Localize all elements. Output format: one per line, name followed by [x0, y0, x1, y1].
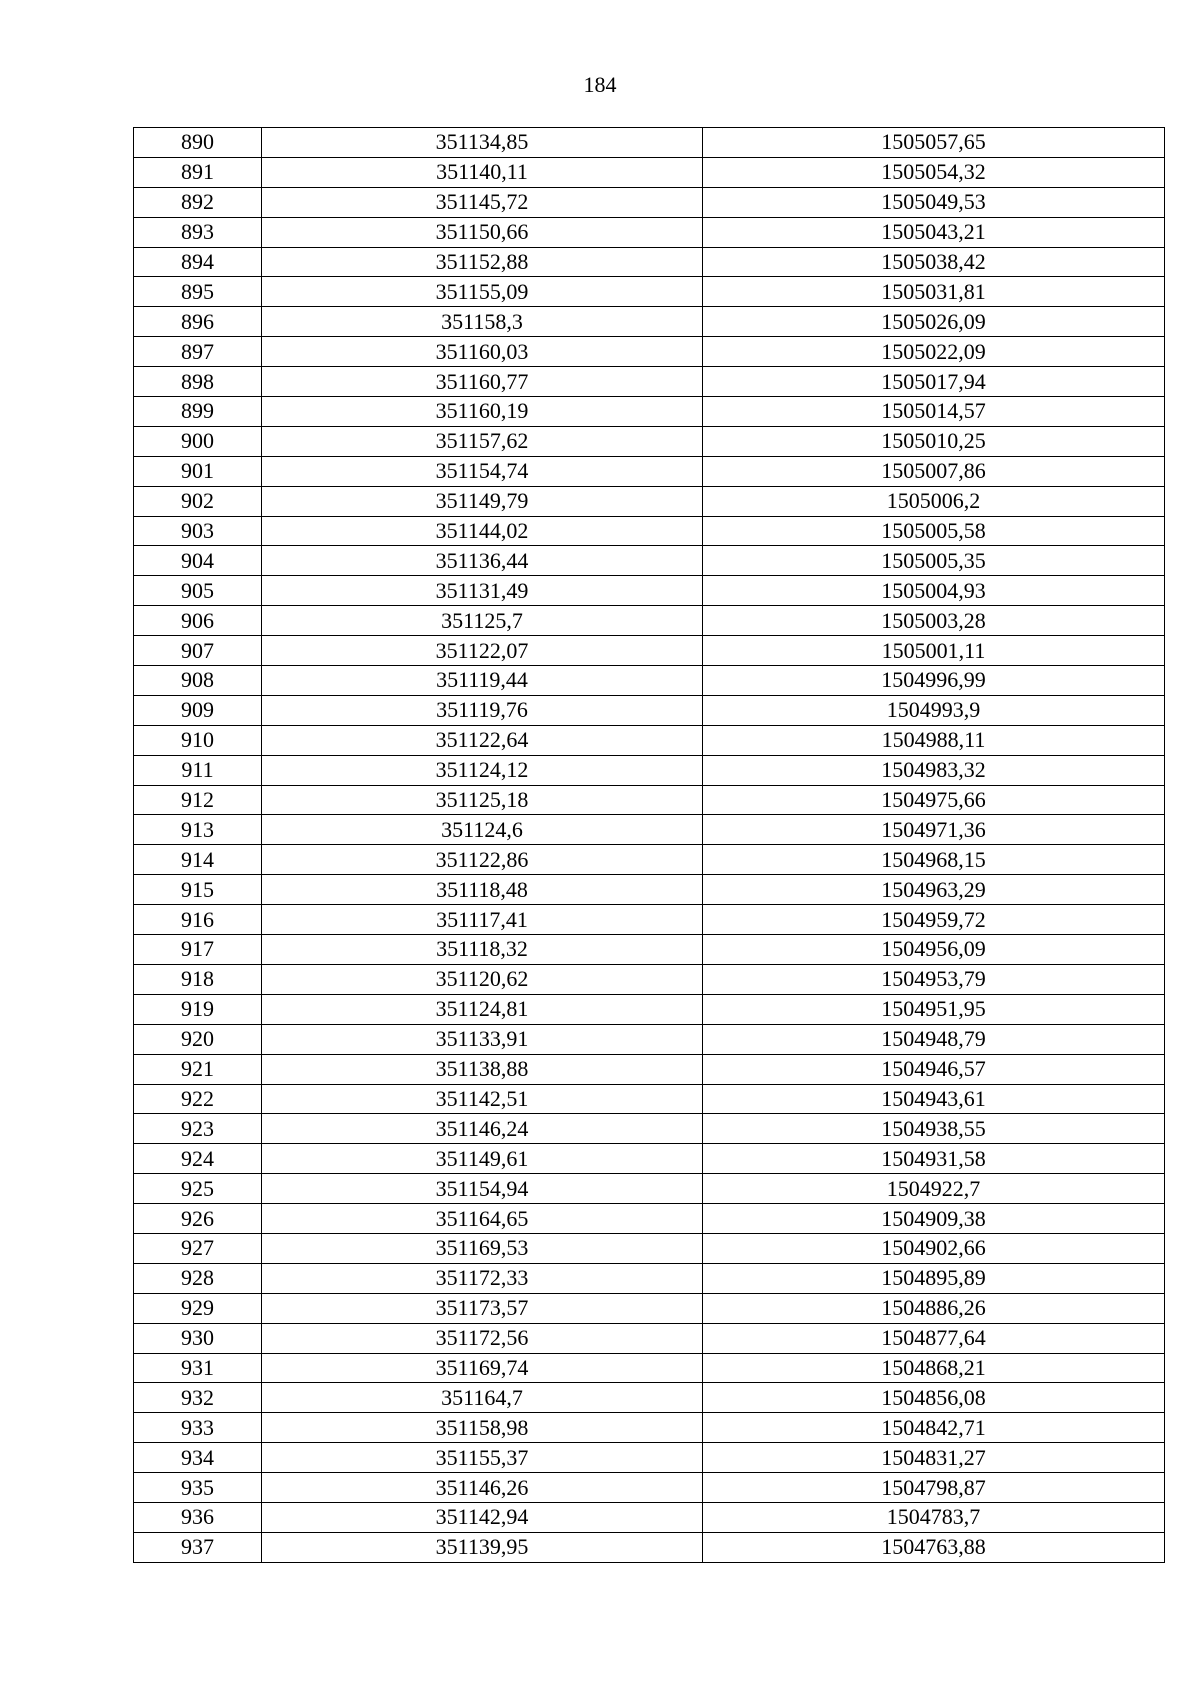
- point-number-cell: 894: [134, 247, 262, 277]
- y-coordinate-cell: 1504798,87: [703, 1473, 1165, 1503]
- table-row: [134, 157, 1165, 187]
- point-number-cell: 935: [134, 1473, 262, 1503]
- x-coordinate-cell: 351119,76: [262, 695, 703, 725]
- y-coordinate-cell: 1504902,66: [703, 1233, 1165, 1263]
- x-coordinate-cell: 351158,98: [262, 1413, 703, 1443]
- point-number-cell: 914: [134, 845, 262, 875]
- x-coordinate-cell: 351146,26: [262, 1473, 703, 1503]
- x-coordinate-cell: 351118,32: [262, 935, 703, 965]
- y-coordinate-cell: 1505049,53: [703, 187, 1165, 217]
- x-coordinate-cell: 351169,74: [262, 1353, 703, 1383]
- x-coordinate-cell: 351155,09: [262, 277, 703, 307]
- x-coordinate-cell: 351164,65: [262, 1204, 703, 1234]
- table-row: [134, 1323, 1165, 1353]
- y-coordinate-cell: 1504886,26: [703, 1293, 1165, 1323]
- x-coordinate-cell: 351160,03: [262, 337, 703, 367]
- point-number-cell: 928: [134, 1263, 262, 1293]
- point-number-cell: 893: [134, 217, 262, 247]
- table-row: [134, 1233, 1165, 1263]
- x-coordinate-cell: 351172,56: [262, 1323, 703, 1353]
- table-row: [134, 1263, 1165, 1293]
- point-number-cell: 932: [134, 1383, 262, 1413]
- point-number-cell: 896: [134, 307, 262, 337]
- x-coordinate-cell: 351164,7: [262, 1383, 703, 1413]
- y-coordinate-cell: 1504975,66: [703, 785, 1165, 815]
- table-row: [134, 128, 1165, 158]
- y-coordinate-cell: 1504763,88: [703, 1532, 1165, 1562]
- x-coordinate-cell: 351131,49: [262, 576, 703, 606]
- x-coordinate-cell: 351146,24: [262, 1114, 703, 1144]
- table-row: [134, 397, 1165, 427]
- table-row: [134, 755, 1165, 785]
- point-number-cell: 891: [134, 157, 262, 187]
- table-row: [134, 1204, 1165, 1234]
- point-number-cell: 899: [134, 397, 262, 427]
- point-number-cell: 937: [134, 1532, 262, 1562]
- table-row: [134, 1353, 1165, 1383]
- table-row: [134, 964, 1165, 994]
- table-row: [134, 576, 1165, 606]
- point-number-cell: 910: [134, 725, 262, 755]
- point-number-cell: 924: [134, 1144, 262, 1174]
- y-coordinate-cell: 1505017,94: [703, 367, 1165, 397]
- table-row: [134, 187, 1165, 217]
- point-number-cell: 892: [134, 187, 262, 217]
- y-coordinate-cell: 1504877,64: [703, 1323, 1165, 1353]
- table-row: [134, 815, 1165, 845]
- y-coordinate-cell: 1504953,79: [703, 964, 1165, 994]
- table-row: [134, 1084, 1165, 1114]
- table-row: [134, 994, 1165, 1024]
- y-coordinate-cell: 1504842,71: [703, 1413, 1165, 1443]
- point-number-cell: 919: [134, 994, 262, 1024]
- y-coordinate-cell: 1504996,99: [703, 666, 1165, 696]
- x-coordinate-cell: 351150,66: [262, 217, 703, 247]
- y-coordinate-cell: 1504956,09: [703, 935, 1165, 965]
- x-coordinate-cell: 351117,41: [262, 905, 703, 935]
- y-coordinate-cell: 1504856,08: [703, 1383, 1165, 1413]
- y-coordinate-cell: 1505026,09: [703, 307, 1165, 337]
- table-row: [134, 845, 1165, 875]
- table-row: [134, 1024, 1165, 1054]
- point-number-cell: 922: [134, 1084, 262, 1114]
- point-number-cell: 923: [134, 1114, 262, 1144]
- point-number-cell: 898: [134, 367, 262, 397]
- table-row: [134, 486, 1165, 516]
- table-row: [134, 1293, 1165, 1323]
- point-number-cell: 921: [134, 1054, 262, 1084]
- table-row: [134, 1532, 1165, 1562]
- y-coordinate-cell: 1504948,79: [703, 1024, 1165, 1054]
- y-coordinate-cell: 1505038,42: [703, 247, 1165, 277]
- point-number-cell: 895: [134, 277, 262, 307]
- y-coordinate-cell: 1504783,7: [703, 1502, 1165, 1532]
- point-number-cell: 917: [134, 935, 262, 965]
- table-row: [134, 456, 1165, 486]
- point-number-cell: 901: [134, 456, 262, 486]
- y-coordinate-cell: 1504931,58: [703, 1144, 1165, 1174]
- x-coordinate-cell: 351160,19: [262, 397, 703, 427]
- point-number-cell: 927: [134, 1233, 262, 1263]
- y-coordinate-cell: 1505043,21: [703, 217, 1165, 247]
- table-row: [134, 875, 1165, 905]
- point-number-cell: 915: [134, 875, 262, 905]
- y-coordinate-cell: 1505007,86: [703, 456, 1165, 486]
- y-coordinate-cell: 1505005,35: [703, 546, 1165, 576]
- y-coordinate-cell: 1504831,27: [703, 1443, 1165, 1473]
- y-coordinate-cell: 1505057,65: [703, 128, 1165, 158]
- x-coordinate-cell: 351142,51: [262, 1084, 703, 1114]
- x-coordinate-cell: 351157,62: [262, 426, 703, 456]
- x-coordinate-cell: 351122,64: [262, 725, 703, 755]
- point-number-cell: 905: [134, 576, 262, 606]
- x-coordinate-cell: 351124,12: [262, 755, 703, 785]
- point-number-cell: 918: [134, 964, 262, 994]
- x-coordinate-cell: 351154,74: [262, 456, 703, 486]
- x-coordinate-cell: 351120,62: [262, 964, 703, 994]
- x-coordinate-cell: 351160,77: [262, 367, 703, 397]
- point-number-cell: 913: [134, 815, 262, 845]
- point-number-cell: 916: [134, 905, 262, 935]
- point-number-cell: 900: [134, 426, 262, 456]
- table-row: [134, 247, 1165, 277]
- y-coordinate-cell: 1504983,32: [703, 755, 1165, 785]
- y-coordinate-cell: 1504963,29: [703, 875, 1165, 905]
- table-row: [134, 1413, 1165, 1443]
- point-number-cell: 907: [134, 636, 262, 666]
- point-number-cell: 926: [134, 1204, 262, 1234]
- y-coordinate-cell: 1504922,7: [703, 1174, 1165, 1204]
- coordinates-table: [133, 127, 1165, 1563]
- table-row: [134, 725, 1165, 755]
- table-row: [134, 666, 1165, 696]
- table-row: [134, 935, 1165, 965]
- x-coordinate-cell: 351118,48: [262, 875, 703, 905]
- point-number-cell: 920: [134, 1024, 262, 1054]
- x-coordinate-cell: 351172,33: [262, 1263, 703, 1293]
- x-coordinate-cell: 351125,18: [262, 785, 703, 815]
- point-number-cell: 911: [134, 755, 262, 785]
- x-coordinate-cell: 351133,91: [262, 1024, 703, 1054]
- coordinates-table-body: [134, 128, 1165, 1563]
- x-coordinate-cell: 351136,44: [262, 546, 703, 576]
- table-row: [134, 426, 1165, 456]
- y-coordinate-cell: 1504988,11: [703, 725, 1165, 755]
- y-coordinate-cell: 1505005,58: [703, 516, 1165, 546]
- x-coordinate-cell: 351134,85: [262, 128, 703, 158]
- y-coordinate-cell: 1505004,93: [703, 576, 1165, 606]
- x-coordinate-cell: 351158,3: [262, 307, 703, 337]
- y-coordinate-cell: 1505022,09: [703, 337, 1165, 367]
- table-row: [134, 695, 1165, 725]
- table-row: [134, 337, 1165, 367]
- y-coordinate-cell: 1504959,72: [703, 905, 1165, 935]
- table-row: [134, 1443, 1165, 1473]
- x-coordinate-cell: 351149,79: [262, 486, 703, 516]
- point-number-cell: 897: [134, 337, 262, 367]
- x-coordinate-cell: 351124,6: [262, 815, 703, 845]
- x-coordinate-cell: 351149,61: [262, 1144, 703, 1174]
- y-coordinate-cell: 1504868,21: [703, 1353, 1165, 1383]
- y-coordinate-cell: 1505001,11: [703, 636, 1165, 666]
- x-coordinate-cell: 351144,02: [262, 516, 703, 546]
- x-coordinate-cell: 351122,07: [262, 636, 703, 666]
- point-number-cell: 909: [134, 695, 262, 725]
- table-row: [134, 1054, 1165, 1084]
- x-coordinate-cell: 351122,86: [262, 845, 703, 875]
- x-coordinate-cell: 351125,7: [262, 606, 703, 636]
- point-number-cell: 933: [134, 1413, 262, 1443]
- point-number-cell: 934: [134, 1443, 262, 1473]
- x-coordinate-cell: 351142,94: [262, 1502, 703, 1532]
- table-row: [134, 636, 1165, 666]
- point-number-cell: 929: [134, 1293, 262, 1323]
- point-number-cell: 906: [134, 606, 262, 636]
- table-row: [134, 277, 1165, 307]
- y-coordinate-cell: 1504895,89: [703, 1263, 1165, 1293]
- table-row: [134, 1383, 1165, 1413]
- x-coordinate-cell: 351155,37: [262, 1443, 703, 1473]
- y-coordinate-cell: 1505014,57: [703, 397, 1165, 427]
- y-coordinate-cell: 1505003,28: [703, 606, 1165, 636]
- x-coordinate-cell: 351124,81: [262, 994, 703, 1024]
- y-coordinate-cell: 1504968,15: [703, 845, 1165, 875]
- point-number-cell: 912: [134, 785, 262, 815]
- point-number-cell: 925: [134, 1174, 262, 1204]
- y-coordinate-cell: 1504971,36: [703, 815, 1165, 845]
- y-coordinate-cell: 1505010,25: [703, 426, 1165, 456]
- y-coordinate-cell: 1504946,57: [703, 1054, 1165, 1084]
- table-row: [134, 546, 1165, 576]
- table-row: [134, 905, 1165, 935]
- x-coordinate-cell: 351154,94: [262, 1174, 703, 1204]
- y-coordinate-cell: 1504943,61: [703, 1084, 1165, 1114]
- table-row: [134, 1144, 1165, 1174]
- table-row: [134, 307, 1165, 337]
- table-row: [134, 1502, 1165, 1532]
- y-coordinate-cell: 1504993,9: [703, 695, 1165, 725]
- y-coordinate-cell: 1504951,95: [703, 994, 1165, 1024]
- point-number-cell: 908: [134, 666, 262, 696]
- table-row: [134, 1114, 1165, 1144]
- table-row: [134, 785, 1165, 815]
- y-coordinate-cell: 1505054,32: [703, 157, 1165, 187]
- page-number: 184: [583, 72, 617, 97]
- point-number-cell: 936: [134, 1502, 262, 1532]
- x-coordinate-cell: 351169,53: [262, 1233, 703, 1263]
- x-coordinate-cell: 351139,95: [262, 1532, 703, 1562]
- x-coordinate-cell: 351145,72: [262, 187, 703, 217]
- table-row: [134, 217, 1165, 247]
- table-row: [134, 367, 1165, 397]
- point-number-cell: 931: [134, 1353, 262, 1383]
- y-coordinate-cell: 1504909,38: [703, 1204, 1165, 1234]
- point-number-cell: 930: [134, 1323, 262, 1353]
- x-coordinate-cell: 351138,88: [262, 1054, 703, 1084]
- table-row: [134, 606, 1165, 636]
- table-row: [134, 1473, 1165, 1503]
- x-coordinate-cell: 351140,11: [262, 157, 703, 187]
- point-number-cell: 903: [134, 516, 262, 546]
- table-row: [134, 516, 1165, 546]
- y-coordinate-cell: 1505006,2: [703, 486, 1165, 516]
- x-coordinate-cell: 351119,44: [262, 666, 703, 696]
- x-coordinate-cell: 351152,88: [262, 247, 703, 277]
- y-coordinate-cell: 1504938,55: [703, 1114, 1165, 1144]
- x-coordinate-cell: 351173,57: [262, 1293, 703, 1323]
- point-number-cell: 904: [134, 546, 262, 576]
- table-row: [134, 1174, 1165, 1204]
- point-number-cell: 902: [134, 486, 262, 516]
- y-coordinate-cell: 1505031,81: [703, 277, 1165, 307]
- point-number-cell: 890: [134, 128, 262, 158]
